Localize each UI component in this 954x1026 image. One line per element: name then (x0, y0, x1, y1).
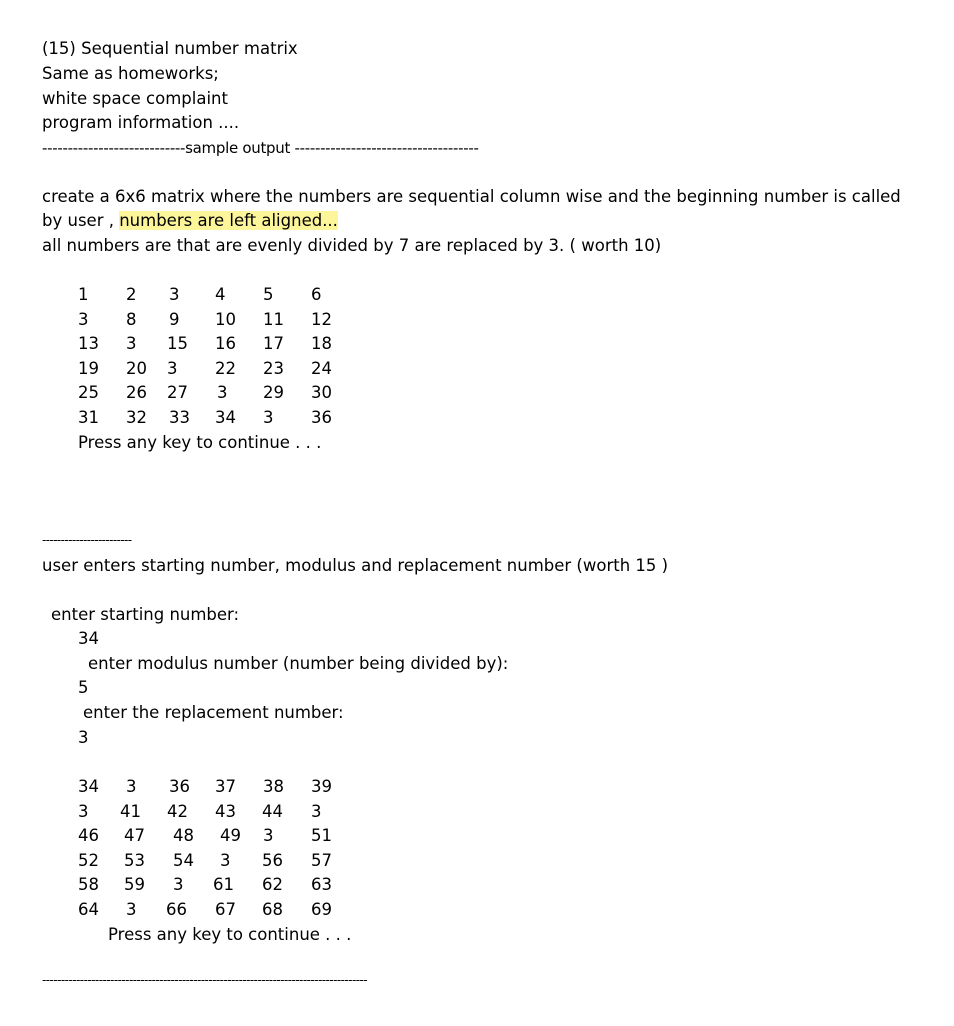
matrix-cell: 57 (311, 850, 332, 870)
matrix-cell: 64 (78, 900, 99, 919)
description-prefix: by user , (42, 211, 120, 230)
task-description-continued (42, 211, 338, 231)
matrix-cell: 36 (169, 777, 190, 796)
matrix-cell: 15 (167, 334, 188, 354)
input-starting-number: 34 (78, 629, 99, 648)
matrix-cell: 3 (220, 850, 231, 870)
matrix-cell: 34 (78, 777, 99, 796)
matrix-cell: 9 (169, 309, 180, 329)
matrix-cell: 27 (167, 383, 188, 403)
matrix-cell: 62 (262, 875, 283, 895)
matrix-cell: 13 (78, 334, 99, 354)
matrix-cell: 3 (263, 826, 274, 846)
matrix-cell: 68 (262, 900, 283, 919)
matrix-cell: 49 (220, 826, 241, 846)
matrix-cell: 47 (124, 826, 145, 846)
matrix-cell: 38 (263, 777, 284, 796)
matrix-cell: 2 (126, 285, 137, 304)
matrix-cell: 10 (215, 309, 236, 329)
matrix-cell: 36 (311, 408, 332, 427)
prompt-starting-number: enter starting number: (51, 605, 240, 624)
matrix-cell: 63 (311, 875, 332, 895)
matrix-cell: 58 (78, 875, 99, 895)
task-rule: all numbers are that are evenly divided by 7 are replaced by 3. ( worth 10) (42, 236, 662, 255)
matrix-cell: 3 (167, 358, 178, 378)
matrix-cell: 52 (78, 850, 99, 870)
matrix-cell: 59 (124, 875, 145, 895)
matrix-cell: 66 (166, 900, 187, 919)
matrix-cell: 11 (263, 309, 284, 329)
matrix-cell: 39 (311, 777, 332, 796)
input-replacement-number: 3 (78, 728, 89, 747)
matrix-cell: 17 (263, 334, 284, 354)
matrix-cell: 22 (215, 358, 236, 378)
matrix-cell: 31 (78, 408, 99, 427)
input-modulus-number: 5 (78, 678, 89, 697)
matrix-cell: 48 (173, 826, 194, 846)
matrix-cell: 3 (311, 801, 322, 821)
continue-prompt: Press any key to continue . . . (78, 433, 322, 452)
matrix-cell: 3 (78, 801, 89, 821)
matrix-cell: 3 (169, 285, 180, 304)
matrix-cell: 33 (169, 408, 190, 427)
matrix-cell: 18 (311, 334, 332, 354)
matrix-cell: 53 (124, 850, 145, 870)
matrix-cell: 23 (263, 358, 284, 378)
highlighted-requirement: numbers are left aligned... (119, 211, 338, 230)
matrix-cell: 37 (215, 777, 236, 796)
matrix-cell: 20 (126, 358, 147, 378)
matrix-cell: 24 (311, 358, 332, 378)
matrix-cell: 4 (215, 285, 226, 304)
matrix-cell: 44 (262, 801, 283, 821)
matrix-cell: 29 (263, 383, 284, 403)
matrix-cell: 3 (173, 875, 184, 895)
matrix-cell: 12 (311, 309, 332, 329)
matrix-cell: 54 (173, 850, 194, 870)
matrix-cell: 3 (217, 383, 228, 403)
footer-separator: -------------------------------------------------------------------------------------- (42, 973, 368, 987)
matrix-cell: 32 (126, 408, 147, 427)
requirement-line: white space complaint (42, 89, 228, 108)
matrix-cell: 3 (263, 408, 274, 427)
matrix-cell: 25 (78, 383, 99, 403)
section-separator: ------------------------ (42, 533, 132, 547)
matrix-cell: 3 (78, 309, 89, 329)
continue-prompt: Press any key to continue . . . (108, 925, 352, 944)
prompt-modulus-number: enter modulus number (number being divided by): (88, 654, 509, 673)
matrix-cell: 34 (215, 408, 236, 427)
sample-output-separator: ----------------------------sample output ------------------------------------ (42, 139, 479, 157)
matrix-cell: 3 (126, 334, 137, 354)
requirement-line: Same as homeworks; (42, 64, 219, 83)
matrix-cell: 19 (78, 358, 99, 378)
matrix-cell: 6 (311, 285, 322, 304)
matrix-cell: 3 (126, 777, 137, 796)
prompt-replacement-number: enter the replacement number: (83, 703, 344, 722)
matrix-cell: 16 (215, 334, 236, 354)
page-title: (15) Sequential number matrix (42, 39, 298, 58)
task-description: create a 6x6 matrix where the numbers are sequential column wise and the beginning number is called (42, 187, 901, 206)
matrix-cell: 61 (213, 875, 234, 895)
matrix-cell: 51 (311, 826, 332, 846)
matrix-cell: 5 (263, 285, 274, 304)
matrix-cell: 30 (311, 383, 332, 403)
requirement-line: program information .... (42, 113, 240, 132)
matrix-cell: 46 (78, 826, 99, 846)
matrix-cell: 1 (78, 285, 89, 304)
task-description: user enters starting number, modulus and replacement number (worth 15 ) (42, 556, 669, 575)
matrix-cell: 67 (215, 900, 236, 919)
matrix-cell: 69 (311, 900, 332, 919)
matrix-cell: 3 (126, 900, 137, 919)
matrix-cell: 41 (120, 801, 141, 821)
matrix-cell: 8 (126, 309, 137, 329)
matrix-cell: 56 (262, 850, 283, 870)
matrix-cell: 26 (126, 383, 147, 403)
matrix-cell: 43 (215, 801, 236, 821)
matrix-cell: 42 (167, 801, 188, 821)
